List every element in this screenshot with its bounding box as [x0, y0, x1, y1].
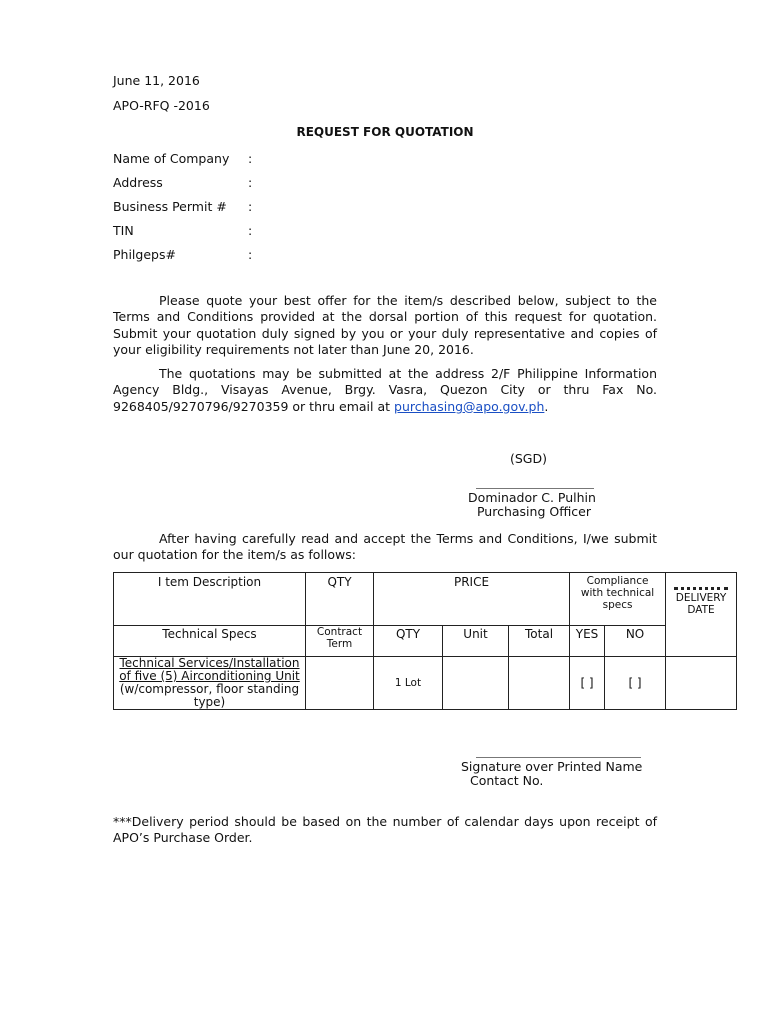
item-description-underlined: Technical Services/Installation of five (5) Airconditioning Unit: [119, 656, 300, 683]
header-yes: YES: [570, 626, 605, 657]
header-qty: QTY: [306, 573, 374, 626]
table-subheader-row: [114, 626, 737, 657]
email-link[interactable]: purchasing@apo.gov.ph: [394, 398, 545, 414]
field-label-address: Address: [113, 175, 163, 190]
table-header-row: [114, 573, 737, 626]
header-technical-specs: Technical Specs: [114, 626, 306, 657]
table-row: [114, 657, 737, 710]
field-label-tin: TIN: [113, 223, 134, 238]
header-contract-term: Contract Term: [306, 626, 374, 657]
acceptance-text: After having carefully read and accept the Terms and Conditions, I/we submit our quotation for the item/s as follows:: [113, 531, 657, 563]
header-delivery-date: [666, 573, 737, 657]
instruction-text: Please quote your best offer for the item/s described below, subject to the Terms and Conditions provided at the dorsal portion of this request for quotation. Submit your quotation duly signed by you or your duly representative and copies of your eligibility requirements not later than June 20, 2016.: [113, 293, 657, 358]
field-colon-business-permit: :: [248, 199, 253, 214]
item-qty-cell: 1 Lot: [374, 657, 443, 710]
header-price: PRICE: [374, 573, 570, 626]
total-price-cell[interactable]: [509, 657, 570, 710]
header-price-qty: QTY: [374, 626, 443, 657]
unit-price-cell[interactable]: [443, 657, 509, 710]
signature-line: [476, 757, 641, 758]
item-description-cell: [114, 657, 306, 710]
signatory-name: Dominador C. Pulhin: [468, 490, 596, 505]
yes-checkbox[interactable]: [ ]: [570, 657, 605, 710]
submission-end: .: [544, 398, 549, 414]
document-date: June 11, 2016: [113, 73, 200, 88]
signature-label: Signature over Printed Name: [461, 759, 643, 774]
field-label-philgeps: Philgeps#: [113, 247, 176, 262]
item-description-rest: (w/compressor, floor standing type): [119, 682, 300, 709]
field-colon-address: :: [248, 175, 253, 190]
delivery-date-cell[interactable]: [666, 657, 737, 710]
signed-marker: (SGD): [510, 451, 547, 466]
instruction-paragraph: [113, 293, 657, 359]
header-unit: Unit: [443, 626, 509, 657]
reference-number: APO-RFQ -2016: [113, 98, 210, 113]
field-colon-philgeps: :: [248, 247, 253, 262]
signatory-position: Purchasing Officer: [476, 504, 591, 519]
header-no: NO: [605, 626, 666, 657]
header-total: Total: [509, 626, 570, 657]
delivery-footnote: ***Delivery period should be based on the number of calendar days upon receipt of APO’s Purchase Order.: [113, 814, 657, 846]
delivery-date-label: DELIVERY DATE: [675, 592, 727, 616]
header-item-description: I tem Description: [114, 573, 306, 626]
contact-label: Contact No.: [470, 773, 544, 788]
header-compliance: Compliance with technical specs: [570, 573, 666, 626]
signatory-line: [476, 488, 594, 489]
contract-term-cell[interactable]: [306, 657, 374, 710]
submission-text: The quotations may be submitted at the address 2/F Philippine Information Agency Bldg., Visayas Avenue, Brgy. Vasra, Quezon City or thru Fax No. 9268405/9270796/9270359 or thru email at: [113, 366, 657, 414]
quotation-table: [113, 572, 737, 710]
field-colon-company: :: [248, 151, 253, 166]
field-label-business-permit: Business Permit #: [113, 199, 227, 214]
field-colon-tin: :: [248, 223, 253, 238]
field-label-company: Name of Company: [113, 151, 230, 166]
no-checkbox[interactable]: [ ]: [605, 657, 666, 710]
document-title: REQUEST FOR QUOTATION: [296, 125, 474, 139]
acceptance-paragraph: [113, 531, 657, 564]
submission-paragraph: [113, 366, 657, 415]
